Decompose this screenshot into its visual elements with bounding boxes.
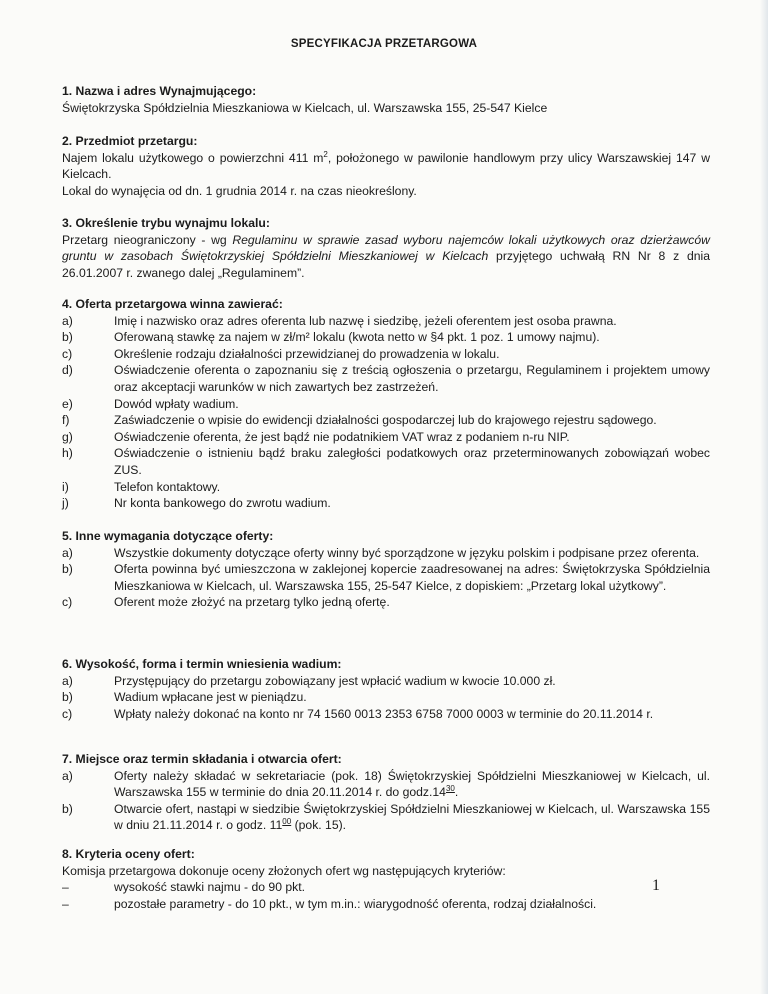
list-item: b) Otwarcie ofert, nastąpi w siedzibie Świętokrzyskiej Spółdzielni Mieszkaniowej w Kielcach, ul. Warszawska 155 w dniu 21.11.2014 r. o godz. $11^{00}$ (pok. 15). <box>62 801 710 833</box>
section-2-line2: Lokal do wynajęcia od dn. 1 grudnia 2014 r. na czas nieokreślony. <box>62 183 417 198</box>
list-item: – wysokość stawki najmu - do 90 pkt. <box>62 880 306 895</box>
list-item: e) Dowód wpłaty wadium. <box>62 396 239 411</box>
list-item: a) Imię i nazwisko oraz adres oferenta lub nazwę i siedzibę, jeżeli oferentem jest osoba prawna. <box>62 313 617 328</box>
document-title: SPECYFIKACJA PRZETARGOWA <box>290 38 478 50</box>
list-item: a) Przystępujący do przetargu zobowiązany jest wpłacić wadium w kwocie 10.000 zł. <box>62 673 556 688</box>
section-5 <box>62 528 710 611</box>
section-8-heading: 8. Kryteria oceny ofert: <box>62 847 195 861</box>
section-8-intro: Komisja przetargowa dokonuje oceny złożonych ofert wg następujących kryteriów: <box>62 863 506 878</box>
section-8 <box>62 846 710 912</box>
section-4 <box>62 296 710 512</box>
section-3 <box>62 215 710 281</box>
list-item: h) Oświadczenie o istnieniu bądź braku zaległości podatkowych oraz przeterminowanych zobowiązań wobec ZUS. <box>62 446 710 477</box>
list-item: c) Oferent może złożyć na przetarg tylko jedną ofertę. <box>62 595 390 610</box>
section-2 <box>62 133 710 199</box>
section-4-heading: 4. Oferta przetargowa winna zawierać: <box>62 297 283 311</box>
section-1 <box>62 83 710 116</box>
list-item: j) Nr konta bankowego do zwrotu wadium. <box>62 496 331 511</box>
list-item: b) Oferowaną stawkę za najem w zł/m² lokalu (kwota netto w §4 pkt. 1 poz. 1 umowy najmu). <box>62 330 600 345</box>
section-1-heading: 1. Nazwa i adres Wynajmującego: <box>62 84 257 98</box>
list-item: g) Oświadczenie oferenta, że jest bądź nie podatnikiem VAT wraz z podaniem n-ru NIP. <box>62 429 570 444</box>
list-item: f) Zaświadczenie o wpisie do ewidencji działalności gospodarczej lub do krajowego rejestru sądowego. <box>62 413 657 428</box>
section-6 <box>62 656 710 722</box>
section-3-heading: 3. Określenie trybu wynajmu lokalu: <box>62 216 270 230</box>
section-2-heading: 2. Przedmiot przetargu: <box>62 134 198 148</box>
section-2-text: Najem lokalu użytkowego o powierzchni 411 $m^2$, położonego w pawilonie handlowym przy ulicy Warszawskiej 147 w Kielcach. <box>62 149 711 182</box>
list-item: – pozostałe parametry - do 10 pkt., w tym m.in.: wiarygodność oferenta, rodzaj działalności. <box>62 896 597 911</box>
list-item: a) Wszystkie dokumenty dotyczące oferty winny być sporządzone w języku polskim i podpisane przez oferenta. <box>62 545 700 560</box>
section-5-heading: 5. Inne wymagania dotyczące oferty: <box>62 529 274 543</box>
list-item: c) Określenie rodzaju działalności przewidzianej do prowadzenia w lokalu. <box>62 346 500 361</box>
list-item: b) Wadium wpłacane jest w pieniądzu. <box>62 690 307 705</box>
section-7-heading: 7. Miejsce oraz termin składania i otwarcia ofert: <box>62 752 342 766</box>
section-7 <box>62 751 710 834</box>
section-1-text: Świętokrzyska Spółdzielnia Mieszkaniowa w Kielcach, ul. Warszawska 155, 25-547 Kielce <box>62 100 548 115</box>
section-3-text: Przetarg nieograniczony - wg Regulaminu w sprawie zasad wyboru najemców lokali użytkowych oraz dzierżawców gruntu w zasobach Świętokrzyskiej Spółdzielni Mieszkaniowej w Kielcach przyjętego uchwałą RN Nr 8 z dnia 26.01.2007 r. zwanego dalej „Regulaminem”. <box>62 232 710 280</box>
list-item: i) Telefon kontaktowy. <box>62 479 221 494</box>
page-number: 1 <box>652 877 660 894</box>
scan-edge-shadow <box>760 0 768 994</box>
list-item: c) Wpłaty należy dokonać na konto nr 74 1560 0013 2353 6758 7000 0003 w terminie do 20.11.2014 r. <box>62 706 654 721</box>
list-item: a) Oferty należy składać w sekretariacie (pok. 18) Świętokrzyskiej Spółdzielni Mieszkaniowej w Kielcach, ul. Warszawska 155 w terminie do dnia 20.11.2014 r. do $godz.14^{30}$. <box>62 768 710 800</box>
section-6-heading: 6. Wysokość, forma i termin wniesienia wadium: <box>62 657 342 671</box>
list-item: b) Oferta powinna być umieszczona w zaklejonej kopercie zaadresowanej na adres: Świętokrzyska Spółdzielnia Mieszkaniowa w Kielcach, ul. Warszawska 155, 25-547 Kielce, z dopiskiem: „Przetarg lokal użytkowy”. <box>62 562 710 593</box>
list-item: d) Oświadczenie oferenta o zapoznaniu się z treścią ogłoszenia o przetargu, Regulaminem i projektem umowy oraz akceptacji warunków w nich zawartych bez zastrzeżeń. <box>62 363 710 394</box>
